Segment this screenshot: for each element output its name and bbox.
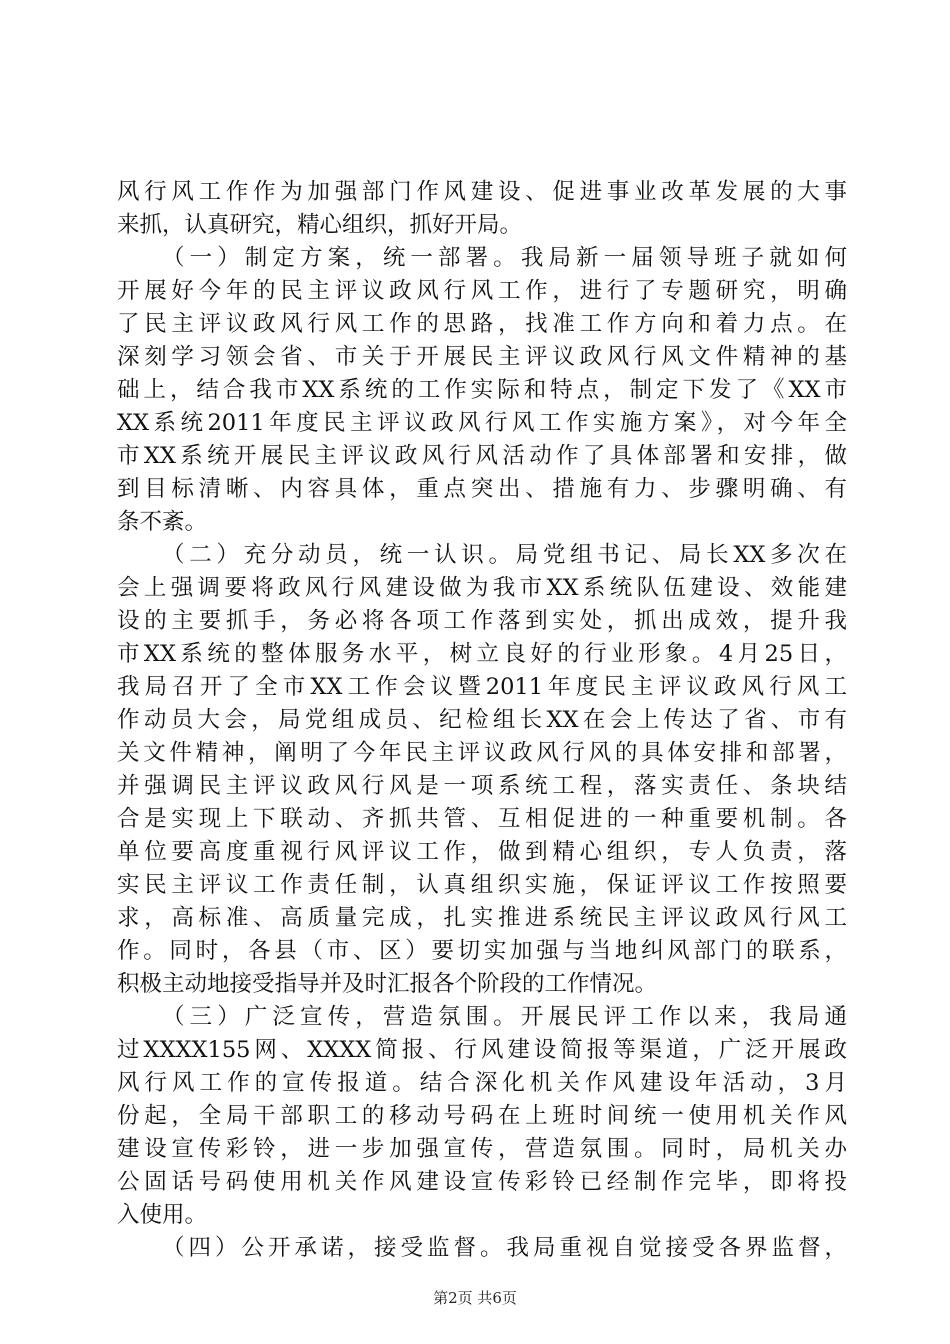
text-line: 实民主评议工作责任制，认真组织实施，保证评议工作按照要 bbox=[117, 872, 847, 898]
text-line: 份起，全局干部职工的移动号码在上班时间统一使用机关作风 bbox=[117, 1103, 847, 1129]
text-line: 公固话号码使用机关作风建设宣传彩铃已经制作完毕，即将投 bbox=[117, 1169, 847, 1195]
page-number-footer: 第2页 共6页 bbox=[433, 1289, 517, 1307]
text-line: 风行风工作作为加强部门作风建设、促进事业改革发展的大事 bbox=[117, 179, 847, 205]
text-line: 积极主动地接受指导并及时汇报各个阶段的工作情况。 bbox=[117, 971, 658, 997]
text-line: XX系统2011年度民主评议政风行风工作实施方案》，对今年全 bbox=[117, 410, 847, 436]
text-line: 入使用。 bbox=[117, 1202, 208, 1228]
section-heading-line: （四）公开承诺，接受监督。我局重视自觉接受各界监督， bbox=[162, 1235, 847, 1261]
text-line: 合是实现上下联动、齐抓共管、互相促进的一种重要机制。各 bbox=[117, 806, 847, 832]
document-body bbox=[117, 176, 847, 1265]
text-line: 关文件精神，阐明了今年民主评议政风行风的具体安排和部署， bbox=[117, 740, 847, 766]
text-line: 设的主要抓手，务必将各项工作落到实处，抓出成效，提升我 bbox=[117, 608, 847, 634]
section-heading-line: （一）制定方案，统一部署。我局新一届领导班子就如何 bbox=[162, 245, 847, 271]
text-line: 到目标清晰、内容具体，重点突出、措施有力、步骤明确、有 bbox=[117, 476, 847, 502]
text-line: 深刻学习领会省、市关于开展民主评议政风行风文件精神的基 bbox=[117, 344, 847, 370]
text-line: 我局召开了全市XX工作会议暨2011年度民主评议政风行风工 bbox=[117, 674, 847, 700]
section-heading-line: （三）广泛宣传，营造氛围。开展民评工作以来，我局通 bbox=[162, 1004, 847, 1030]
text-line: 过XXXX155网、XXXX简报、行风建设简报等渠道，广泛开展政 bbox=[117, 1037, 847, 1063]
text-line: 建设宣传彩铃，进一步加强宣传，营造氛围。同时，局机关办 bbox=[117, 1136, 847, 1162]
text-line: 开展好今年的民主评议政风行风工作，进行了专题研究，明确 bbox=[117, 278, 847, 304]
text-line: 并强调民主评议政风行风是一项系统工程，落实责任、条块结 bbox=[117, 773, 847, 799]
text-line: 条不紊。 bbox=[117, 509, 208, 535]
text-line: 单位要高度重视行风评议工作，做到精心组织，专人负责，落 bbox=[117, 839, 847, 865]
text-line: 会上强调要将政风行风建设做为我市XX系统队伍建设、效能建 bbox=[117, 575, 847, 601]
text-line: 求，高标准、高质量完成，扎实推进系统民主评议政风行风工 bbox=[117, 905, 847, 931]
text-line: 市XX系统开展民主评议政风行风活动作了具体部署和安排，做 bbox=[117, 443, 847, 469]
text-line: 作。同时，各县（市、区）要切实加强与当地纠风部门的联系， bbox=[117, 938, 847, 964]
text-line: 作动员大会，局党组成员、纪检组长XX在会上传达了省、市有 bbox=[117, 707, 847, 733]
text-line: 础上，结合我市XX系统的工作实际和特点，制定下发了《XX市 bbox=[117, 377, 847, 403]
text-line: 风行风工作的宣传报道。结合深化机关作风建设年活动，3月 bbox=[117, 1070, 847, 1096]
text-line: 市XX系统的整体服务水平，树立良好的行业形象。4月25日， bbox=[117, 641, 847, 667]
text-line: 了民主评议政风行风工作的思路，找准工作方向和着力点。在 bbox=[117, 311, 847, 337]
text-line: 来抓，认真研究，精心组织，抓好开局。 bbox=[117, 212, 523, 238]
section-heading-line: （二）充分动员，统一认识。局党组书记、局长XX多次在 bbox=[162, 542, 847, 568]
